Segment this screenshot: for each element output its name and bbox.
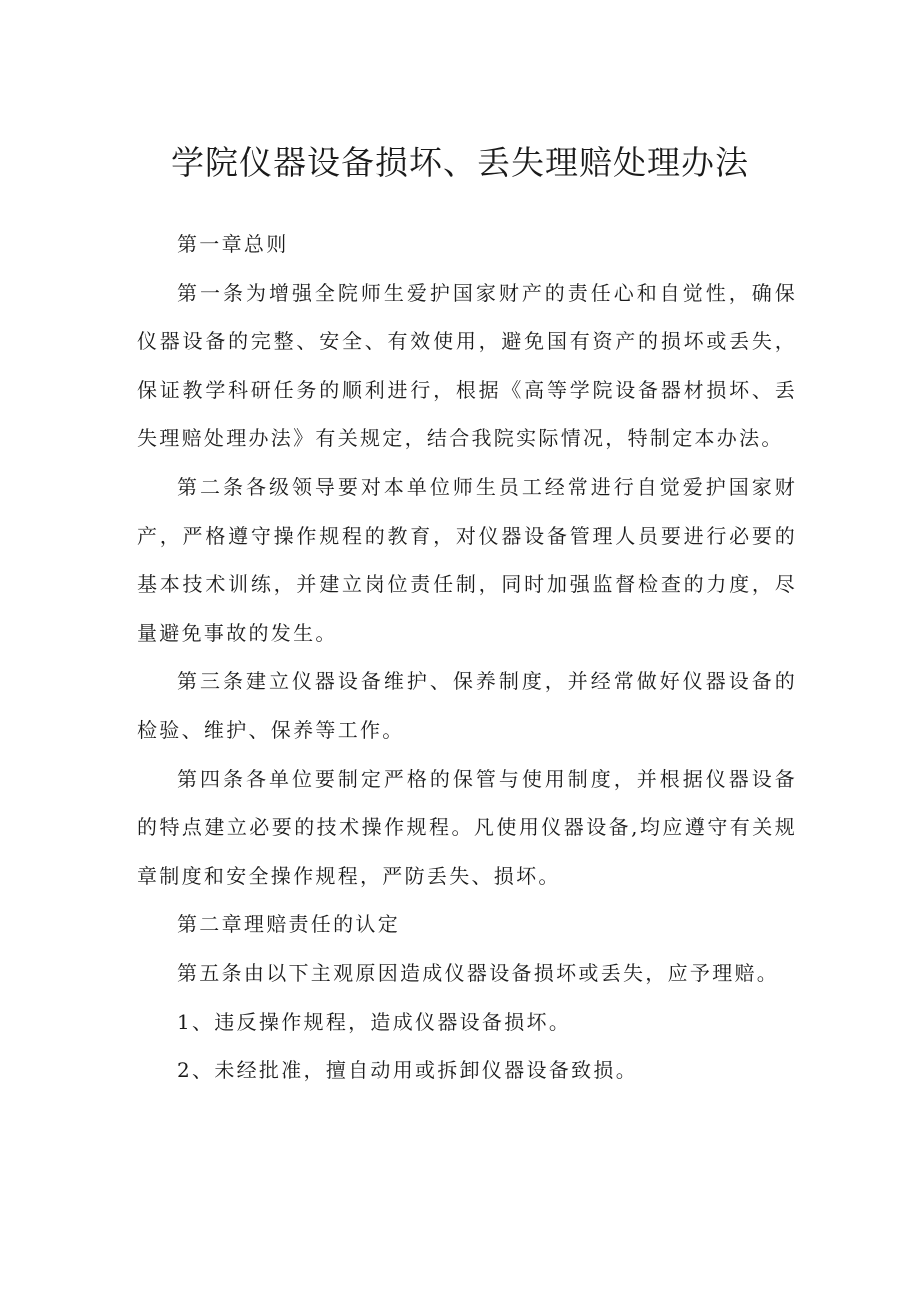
chapter-heading: 第一章总则	[177, 232, 289, 256]
chapter-heading: 第二章理赔责任的认定	[177, 912, 400, 937]
article-paragraph: 第三条建立仪器设备维护、保养制度，并经常做好仪器设备的检验、维护、保养等工作。	[137, 669, 797, 742]
document-title: 学院仪器设备损坏、丢失理赔处理办法	[171, 143, 749, 182]
list-item: 2、未经批准，擅自动用或拆卸仪器设备致损。	[177, 1058, 639, 1083]
article-paragraph: 第一条为增强全院师生爱护国家财产的责任心和自觉性，确保仪器设备的完整、安全、有效使用，避免国有资产的损坏或丢失，保证教学科研任务的顺利进行，根据《高等学院设备器材损坏、丢失理赔处理办法》有关规定，结合我院实际情况，特制定本办法。	[137, 280, 797, 451]
document-body	[137, 220, 797, 1095]
article-paragraph: 第二条各级领导要对本单位师生员工经常进行自觉爱护国家财产，严格遵守操作规程的教育，对仪器设备管理人员要进行必要的基本技术训练，并建立岗位责任制，同时加强监督检查的力度，尽量避免事故的发生。	[137, 474, 797, 645]
article-paragraph: 第五条由以下主观原因造成仪器设备损坏或丢失，应予理赔。	[177, 960, 780, 985]
article-paragraph: 第四条各单位要制定严格的保管与使用制度，并根据仪器设备的特点建立必要的技术操作规程。凡使用仪器设备,均应遵守有关规章制度和安全操作规程，严防丢失、损坏。	[137, 766, 797, 888]
list-item: 1、违反操作规程，造成仪器设备损坏。	[177, 1009, 572, 1034]
